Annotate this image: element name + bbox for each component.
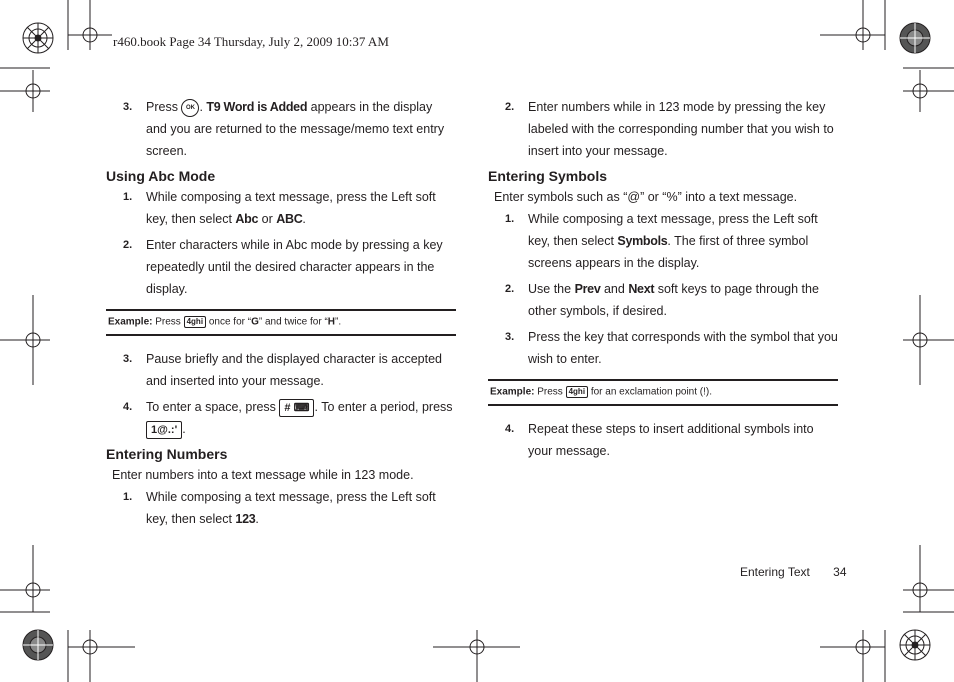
- key-4-icon: 4ghi: [566, 386, 588, 398]
- numbers-intro: Enter numbers into a text message while in 123 mode.: [112, 468, 414, 482]
- crosshair-right-lower: [903, 545, 954, 612]
- step-sym-4: [488, 418, 838, 462]
- example-text: Press: [155, 316, 181, 328]
- starburst-bottom-left: [23, 630, 53, 660]
- 123-option: 123: [235, 512, 256, 526]
- step-text: . The first of three symbol screens appears in the display.: [528, 234, 809, 270]
- left-column: [106, 96, 456, 534]
- next-softkey-label: Next: [628, 282, 655, 296]
- step-number: 3.: [123, 353, 133, 365]
- step-abc-1: 1. While composing a text message, press the Left soft key, then select Abc or ABC.: [106, 186, 456, 230]
- step-text: Repeat these steps to insert additional symbols into your message.: [528, 422, 814, 458]
- example-letter-h: H: [327, 316, 336, 328]
- step-number: 1.: [505, 213, 515, 225]
- step-number: 4.: [123, 401, 133, 413]
- print-header: r460.book Page 34 Thursday, July 2, 2009 10:37 AM: [113, 34, 389, 49]
- step-number: 2.: [505, 101, 515, 113]
- crosshair-right-upper: [903, 70, 954, 112]
- page-number: 34: [833, 565, 847, 579]
- example-box: [106, 309, 456, 336]
- step-text: Enter numbers while in 123 mode by pressing the key labeled with the corresponding number that you wish to insert into your message.: [528, 100, 834, 158]
- crosshair-bottom-left: [68, 630, 135, 682]
- step-number: 3.: [123, 101, 133, 113]
- example-box: [488, 379, 838, 406]
- crosshair-bottom-right: [820, 630, 885, 682]
- space-key-icon: # ⌨: [279, 399, 314, 417]
- symbols-intro: Enter symbols such as “@” or “%” into a text message.: [494, 190, 798, 204]
- step-sym-3: [488, 326, 838, 370]
- entering-numbers-heading: Entering Numbers: [106, 446, 228, 462]
- step-text: Pause briefly and the displayed character is accepted and inserted into your message.: [146, 352, 443, 388]
- entering-symbols-heading: Entering Symbols: [488, 168, 608, 184]
- example-text: ” and twice for “: [258, 316, 328, 328]
- step-text: or: [261, 212, 273, 226]
- step-text: and: [603, 282, 625, 296]
- step-text: To enter a space, press: [146, 400, 276, 414]
- step-sym-2: [488, 278, 838, 322]
- right-column: [488, 96, 838, 466]
- crosshair-top-center: [820, 0, 885, 50]
- step-number: 4.: [505, 423, 515, 435]
- key-4-icon: 4ghi: [184, 316, 206, 328]
- abc-option: Abc: [235, 212, 259, 226]
- step-text: soft keys to page through the other symbols, if desired.: [528, 282, 819, 318]
- step-abc-4: [106, 396, 456, 440]
- step-sym-1: [488, 208, 838, 274]
- symbols-option: Symbols: [617, 234, 668, 248]
- step-num-1: [106, 486, 456, 530]
- step-number: 2.: [123, 239, 133, 251]
- footer-section: Entering Text: [740, 565, 810, 579]
- starburst-top-left: [23, 23, 53, 53]
- abc-mode-heading: Using Abc Mode: [106, 168, 216, 184]
- crosshair-bottom-center: [433, 630, 520, 682]
- step-number: 1.: [123, 491, 133, 503]
- example-letter-g: G: [251, 316, 259, 328]
- crosshair-left-lower: [0, 545, 50, 612]
- example-text: Press: [537, 386, 563, 398]
- prev-softkey-label: Prev: [574, 282, 601, 296]
- step-text: Press the key that corresponds with the symbol that you wish to enter.: [528, 330, 838, 366]
- step-text: appears in the display and you are returned to the message/memo text entry screen.: [146, 100, 445, 158]
- crosshair-right-middle: [903, 295, 954, 385]
- step-text: .: [182, 422, 186, 436]
- ok-key-icon: OK: [181, 99, 199, 117]
- step-num-2: [488, 96, 838, 162]
- abc-caps-option: ABC: [276, 212, 303, 226]
- crosshair-left-upper: [0, 70, 50, 112]
- page-footer: [740, 565, 847, 579]
- crosshair-top-left: [68, 0, 112, 50]
- step-t9-3: 3. Press OK . T9 Word is Added appears in the display and you are returned to the message/memo text entry screen.: [106, 96, 456, 162]
- starburst-top-right: [900, 23, 930, 53]
- step-text: . To enter a period, press: [314, 400, 453, 414]
- example-text: once for “: [208, 316, 252, 328]
- step-text: Press: [146, 100, 178, 114]
- step-text: While composing a text message, press the Left soft key, then select: [528, 212, 818, 248]
- starburst-bottom-right: [900, 630, 930, 660]
- step-text: Use the: [528, 282, 572, 296]
- step-abc-2: [106, 234, 456, 300]
- example-label: Example:: [108, 316, 153, 328]
- step-number: 1.: [123, 191, 133, 203]
- step-number: 3.: [505, 331, 515, 343]
- t9-word-added-label: T9 Word is Added: [206, 100, 308, 114]
- period-key-icon: 1@.:': [146, 421, 182, 439]
- crosshair-left-middle: [0, 295, 50, 385]
- step-text: Enter characters while in Abc mode by pressing a key repeatedly until the desired character appears in the display.: [146, 238, 443, 296]
- step-text: While composing a text message, press the Left soft key, then select: [146, 190, 436, 226]
- step-text: .: [255, 512, 259, 526]
- example-text: for an exclamation point (!).: [590, 386, 712, 398]
- step-number: 2.: [505, 283, 515, 295]
- step-text: While composing a text message, press the Left soft key, then select: [146, 490, 436, 526]
- example-text: ”.: [335, 316, 342, 328]
- example-label: Example:: [490, 386, 535, 398]
- step-abc-3: [106, 348, 456, 392]
